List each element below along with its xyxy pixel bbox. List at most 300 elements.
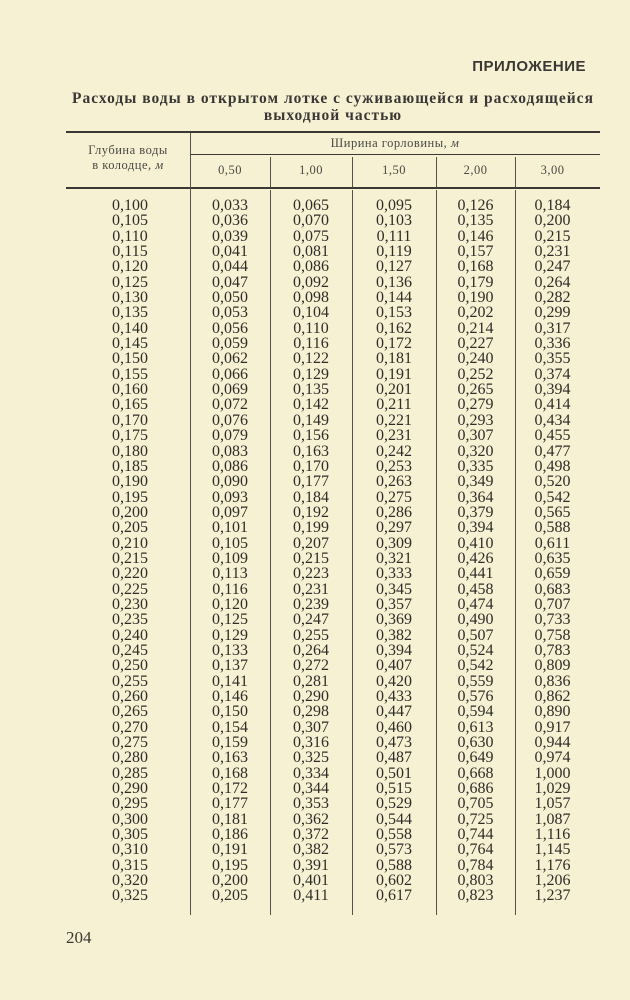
flow-cell: 0,221 [376, 411, 412, 429]
flow-cell: 0,286 [376, 503, 412, 521]
depth-cell: 0,160 [112, 381, 148, 399]
flow-cell: 0,559 [457, 672, 494, 690]
flow-cell: 0,334 [293, 764, 329, 782]
flow-cell: 0,239 [293, 595, 329, 613]
flow-cell: 0,142 [293, 396, 329, 414]
flow-cell: 0,177 [293, 473, 329, 491]
flow-cell: 0,066 [212, 365, 248, 383]
table-row [70, 551, 600, 566]
flow-cell: 0,336 [534, 335, 571, 353]
flow-cell: 0,205 [212, 887, 248, 905]
table-row [70, 873, 600, 888]
flow-cell: 0,200 [534, 212, 571, 230]
flow-cell: 0,129 [293, 365, 329, 383]
flow-cell: 0,803 [457, 872, 494, 890]
flow-cell: 0,362 [293, 810, 329, 828]
flow-cell: 0,353 [293, 795, 329, 813]
flow-cell: 1,176 [534, 856, 571, 874]
column-divider [436, 157, 437, 187]
flow-cell: 0,231 [293, 580, 329, 598]
flow-cell: 0,611 [534, 534, 571, 552]
table-row [70, 812, 600, 827]
table-row [70, 290, 600, 305]
flow-cell: 0,146 [212, 688, 248, 705]
flow-cell: 0,253 [376, 457, 412, 475]
flow-cell: 0,039 [212, 227, 248, 245]
flow-cell: 1,087 [534, 810, 571, 828]
table-row [70, 397, 600, 412]
flow-cell: 0,490 [457, 611, 494, 629]
depth-cell: 0,150 [112, 350, 148, 368]
flow-cell: 0,090 [212, 473, 248, 491]
depth-cell: 0,135 [112, 304, 148, 322]
flow-cell: 0,172 [376, 335, 412, 353]
flow-cell: 0,391 [293, 856, 329, 874]
flow-cell: 0,321 [376, 549, 412, 567]
flow-cell: 0,150 [212, 703, 248, 721]
depth-cell: 0,270 [112, 718, 148, 736]
flow-cell: 0,309 [376, 534, 412, 552]
flow-cell: 0,113 [212, 565, 248, 583]
section-heading: ПРИЛОЖЕНИЕ [472, 58, 586, 75]
table-row [70, 382, 600, 397]
flow-cell: 0,635 [534, 549, 571, 567]
depth-cell: 0,190 [112, 473, 148, 491]
flow-cell: 0,602 [376, 872, 412, 890]
depth-cell: 0,320 [112, 872, 148, 890]
flow-cell: 0,083 [212, 442, 248, 460]
flow-cell: 0,149 [293, 411, 329, 429]
flow-cell: 0,349 [457, 473, 494, 491]
table-row [70, 658, 600, 673]
flow-cell: 0,473 [376, 734, 412, 752]
flow-cell: 0,265 [457, 381, 494, 399]
flow-cell: 0,725 [457, 810, 494, 828]
table-row [70, 367, 600, 382]
width-header-2: 1,50 [382, 163, 406, 177]
table-row [70, 536, 600, 551]
flow-cell: 0,372 [293, 826, 329, 844]
depth-cell: 0,210 [112, 534, 148, 552]
flow-cell: 0,247 [293, 611, 329, 629]
flow-cell: 0,170 [293, 457, 329, 475]
flow-cell: 0,146 [457, 227, 494, 245]
flow-cell: 0,200 [212, 872, 248, 890]
table-row [70, 766, 600, 781]
flow-cell: 0,659 [534, 565, 571, 583]
flow-cell: 0,515 [376, 780, 412, 798]
flow-cell: 0,414 [534, 396, 571, 414]
flow-cell: 0,542 [457, 657, 494, 675]
depth-cell: 0,250 [112, 657, 148, 675]
table-row [70, 674, 600, 689]
flow-cell: 0,133 [212, 641, 248, 659]
depth-cell: 0,140 [112, 319, 148, 337]
flow-cell: 0,231 [534, 243, 571, 261]
flow-cell: 0,092 [293, 273, 329, 291]
flow-cell: 0,163 [212, 749, 248, 767]
flow-cell: 0,181 [376, 350, 412, 368]
flow-cell: 0,163 [293, 442, 329, 460]
flow-cell: 0,407 [376, 657, 412, 675]
flow-cell: 0,202 [457, 304, 494, 322]
flow-cell: 0,401 [293, 872, 329, 890]
depth-cell: 0,145 [112, 335, 148, 353]
table-row [70, 827, 600, 842]
flow-cell: 0,382 [376, 626, 412, 644]
table-row [70, 888, 600, 903]
flow-cell: 0,201 [376, 381, 412, 399]
flow-cell: 0,293 [457, 411, 494, 429]
width-header-0: 0,50 [218, 163, 242, 177]
flow-cell: 0,075 [293, 227, 329, 245]
flow-cell: 0,974 [534, 749, 571, 767]
flow-cell: 0,542 [534, 488, 571, 506]
table-row [70, 796, 600, 811]
flow-cell: 0,344 [293, 780, 329, 798]
flow-cell: 0,862 [534, 688, 571, 705]
table-row [70, 259, 600, 274]
flow-cell: 0,733 [534, 611, 571, 629]
flow-cell: 0,558 [376, 826, 412, 844]
flow-cell: 0,191 [212, 841, 248, 859]
header-sub-rule [190, 154, 600, 155]
flow-cell: 0,079 [212, 427, 248, 445]
table-row [70, 612, 600, 627]
flow-cell: 0,394 [457, 519, 494, 537]
table-row [70, 474, 600, 489]
table-row [70, 444, 600, 459]
table-title-line1: Расходы воды в открытом лотке с суживающейся и расходящейся [72, 90, 594, 107]
table-row [70, 305, 600, 320]
table-row [70, 413, 600, 428]
flow-cell: 0,783 [534, 641, 571, 659]
depth-cell: 0,175 [112, 427, 148, 445]
flow-cell: 0,110 [293, 319, 329, 337]
flow-cell: 0,355 [534, 350, 571, 368]
depth-cell: 0,115 [112, 243, 148, 261]
flow-cell: 0,630 [457, 734, 494, 752]
flow-cell: 0,944 [534, 734, 571, 752]
flow-cell: 0,764 [457, 841, 494, 859]
depth-cell: 0,200 [112, 503, 148, 521]
flow-cell: 0,109 [212, 549, 248, 567]
flow-cell: 0,255 [293, 626, 329, 644]
table-row [70, 351, 600, 366]
depth-column-header [66, 143, 190, 173]
flow-cell: 0,215 [293, 549, 329, 567]
flow-cell: 0,211 [376, 396, 412, 414]
flow-cell: 0,357 [376, 595, 412, 613]
flow-cell: 0,127 [376, 258, 412, 276]
flow-cell: 0,162 [376, 319, 412, 337]
flow-cell: 0,282 [534, 289, 571, 307]
flow-cell: 0,433 [376, 688, 412, 705]
flow-cell: 0,784 [457, 856, 494, 874]
flow-cell: 0,307 [293, 718, 329, 736]
flow-cell: 0,172 [212, 780, 248, 798]
flow-cell: 0,588 [534, 519, 571, 537]
table-row [70, 720, 600, 735]
table-row [70, 858, 600, 873]
flow-cell: 0,576 [457, 688, 494, 705]
table-row [70, 428, 600, 443]
depth-cell: 0,325 [112, 887, 148, 905]
flow-cell: 1,116 [534, 826, 571, 844]
flow-cell: 0,410 [457, 534, 494, 552]
depth-cell: 0,240 [112, 626, 148, 644]
depth-cell: 0,305 [112, 826, 148, 844]
table-title-line2: выходной частью [263, 107, 403, 124]
depth-cell: 0,155 [112, 365, 148, 383]
flow-cell: 0,227 [457, 335, 494, 353]
depth-cell: 0,315 [112, 856, 148, 874]
flow-cell: 0,195 [212, 856, 248, 874]
table-row [70, 275, 600, 290]
flow-cell: 0,379 [457, 503, 494, 521]
table-row [70, 735, 600, 750]
flow-cell: 0,823 [457, 887, 494, 905]
flow-cell: 0,281 [293, 672, 329, 690]
depth-cell: 0,290 [112, 780, 148, 798]
flow-cell: 1,206 [534, 872, 571, 890]
flow-cell: 0,507 [457, 626, 494, 644]
flow-cell: 0,136 [376, 273, 412, 291]
flow-cell: 0,307 [457, 427, 494, 445]
depth-cell: 0,265 [112, 703, 148, 721]
flow-cell: 1,237 [534, 887, 571, 905]
flow-cell: 0,126 [457, 197, 494, 214]
flow-cell: 0,744 [457, 826, 494, 844]
flow-cell: 0,529 [376, 795, 412, 813]
flow-cell: 0,105 [212, 534, 248, 552]
flow-cell: 0,320 [457, 442, 494, 460]
flow-cell: 0,223 [293, 565, 329, 583]
flow-cell: 0,086 [293, 258, 329, 276]
flow-cell: 0,177 [212, 795, 248, 813]
flow-cell: 0,247 [534, 258, 571, 276]
depth-cell: 0,170 [112, 411, 148, 429]
flow-cell: 0,263 [376, 473, 412, 491]
table-top-rule [66, 131, 600, 133]
table-row [70, 505, 600, 520]
flow-cell: 0,141 [212, 672, 248, 690]
flow-cell: 0,240 [457, 350, 494, 368]
flow-cell: 0,116 [212, 580, 248, 598]
flow-cell: 0,059 [212, 335, 248, 353]
flow-cell: 0,501 [376, 764, 412, 782]
flow-cell: 0,122 [293, 350, 329, 368]
depth-cell: 0,295 [112, 795, 148, 813]
table-row [70, 213, 600, 228]
flow-cell: 0,758 [534, 626, 571, 644]
flow-cell: 0,441 [457, 565, 494, 583]
depth-cell: 0,100 [112, 197, 148, 214]
flow-cell: 0,135 [293, 381, 329, 399]
flow-cell: 0,613 [457, 718, 494, 736]
table-row [70, 842, 600, 857]
depth-header-line1: Глубина воды [88, 143, 168, 157]
flow-cell: 0,668 [457, 764, 494, 782]
flow-cell: 0,072 [212, 396, 248, 414]
flow-cell: 0,033 [212, 197, 248, 214]
depth-cell: 0,260 [112, 688, 148, 705]
flow-cell: 0,573 [376, 841, 412, 859]
table-row [70, 490, 600, 505]
flow-cell: 0,116 [293, 335, 329, 353]
column-divider [270, 157, 271, 187]
table-row [70, 459, 600, 474]
flow-cell: 0,101 [212, 519, 248, 537]
flow-cell: 0,317 [534, 319, 571, 337]
flow-cell: 0,460 [376, 718, 412, 736]
flow-cell: 0,186 [212, 826, 248, 844]
flow-cell: 0,316 [293, 734, 329, 752]
flow-cell: 0,181 [212, 810, 248, 828]
flow-cell: 0,279 [457, 396, 494, 414]
flow-cell: 0,065 [293, 197, 329, 214]
flow-cell: 0,156 [293, 427, 329, 445]
width-header-1: 1,00 [299, 163, 323, 177]
depth-cell: 0,110 [112, 227, 148, 245]
depth-header-line2: в колодце, м [92, 158, 164, 172]
flow-cell: 0,215 [534, 227, 571, 245]
flow-cell: 1,029 [534, 780, 571, 798]
flow-cell: 0,144 [376, 289, 412, 307]
flow-cell: 0,053 [212, 304, 248, 322]
flow-cell: 0,411 [293, 887, 329, 905]
flow-cell: 0,231 [376, 427, 412, 445]
flow-cell: 0,299 [534, 304, 571, 322]
depth-cell: 0,230 [112, 595, 148, 613]
flow-cell: 0,050 [212, 289, 248, 307]
flow-cell: 0,394 [534, 381, 571, 399]
flow-cell: 0,325 [293, 749, 329, 767]
flow-cell: 0,093 [212, 488, 248, 506]
flow-cell: 0,135 [457, 212, 494, 230]
flow-cell: 0,184 [534, 197, 571, 214]
header-bottom-rule [66, 187, 600, 189]
table-row [70, 597, 600, 612]
depth-cell: 0,220 [112, 565, 148, 583]
depth-cell: 0,225 [112, 580, 148, 598]
flow-cell: 0,272 [293, 657, 329, 675]
table-row [70, 566, 600, 581]
flow-cell: 0,119 [376, 243, 412, 261]
depth-cell: 0,180 [112, 442, 148, 460]
flow-cell: 0,705 [457, 795, 494, 813]
flow-cell: 0,297 [376, 519, 412, 537]
flow-cell: 0,199 [293, 519, 329, 537]
flow-cell: 0,036 [212, 212, 248, 230]
flow-cell: 0,214 [457, 319, 494, 337]
flow-cell: 0,041 [212, 243, 248, 261]
flow-cell: 0,190 [457, 289, 494, 307]
flow-cell: 0,157 [457, 243, 494, 261]
flow-cell: 0,686 [457, 780, 494, 798]
depth-cell: 0,280 [112, 749, 148, 767]
depth-cell: 0,245 [112, 641, 148, 659]
column-divider [352, 157, 353, 187]
flow-cell: 0,458 [457, 580, 494, 598]
page-number: 204 [66, 928, 92, 947]
flow-cell: 0,394 [376, 641, 412, 659]
table-row [70, 704, 600, 719]
flow-cell: 0,917 [534, 718, 571, 736]
flow-cell: 0,207 [293, 534, 329, 552]
depth-cell: 0,300 [112, 810, 148, 828]
flow-cell: 0,153 [376, 304, 412, 322]
flow-cell: 0,617 [376, 887, 412, 905]
depth-cell: 0,125 [112, 273, 148, 291]
table-row [70, 321, 600, 336]
flow-cell: 1,000 [534, 764, 571, 782]
flow-cell: 0,098 [293, 289, 329, 307]
depth-cell: 0,235 [112, 611, 148, 629]
flow-cell: 0,333 [376, 565, 412, 583]
depth-cell: 0,120 [112, 258, 148, 276]
flow-cell: 0,565 [534, 503, 571, 521]
depth-cell: 0,195 [112, 488, 148, 506]
flow-cell: 0,434 [534, 411, 571, 429]
depth-cell: 0,130 [112, 289, 148, 307]
depth-cell: 0,165 [112, 396, 148, 414]
flow-cell: 0,345 [376, 580, 412, 598]
flow-cell: 0,420 [376, 672, 412, 690]
flow-cell: 0,544 [376, 810, 412, 828]
flow-cell: 0,382 [293, 841, 329, 859]
depth-cell: 0,275 [112, 734, 148, 752]
flow-cell: 0,125 [212, 611, 248, 629]
flow-cell: 0,707 [534, 595, 571, 613]
flow-cell: 0,683 [534, 580, 571, 598]
flow-cell: 0,047 [212, 273, 248, 291]
table-row [70, 198, 600, 213]
flow-cell: 0,477 [534, 442, 571, 460]
depth-cell: 0,105 [112, 212, 148, 230]
flow-cell: 0,076 [212, 411, 248, 429]
flow-cell: 0,426 [457, 549, 494, 567]
table-body [70, 198, 600, 904]
flow-cell: 0,809 [534, 657, 571, 675]
table-row [70, 582, 600, 597]
flow-cell: 0,298 [293, 703, 329, 721]
table-row [70, 520, 600, 535]
flow-cell: 0,044 [212, 258, 248, 276]
table-title [66, 90, 600, 124]
flow-cell: 0,474 [457, 595, 494, 613]
table-row [70, 244, 600, 259]
flow-cell: 0,056 [212, 319, 248, 337]
flow-cell: 0,335 [457, 457, 494, 475]
flow-cell: 0,179 [457, 273, 494, 291]
width-header-3: 2,00 [463, 163, 488, 177]
flow-cell: 0,070 [293, 212, 329, 230]
table-row [70, 336, 600, 351]
flow-cell: 0,137 [212, 657, 248, 675]
depth-cell: 0,285 [112, 764, 148, 782]
flow-cell: 0,290 [293, 688, 329, 705]
flow-cell: 0,487 [376, 749, 412, 767]
flow-cell: 0,159 [212, 734, 248, 752]
table-row [70, 229, 600, 244]
flow-cell: 0,520 [534, 473, 571, 491]
flow-cell: 0,095 [376, 197, 412, 214]
flow-cell: 0,086 [212, 457, 248, 475]
table-row [70, 750, 600, 765]
flow-cell: 0,097 [212, 503, 248, 521]
flow-cell: 0,104 [293, 304, 329, 322]
